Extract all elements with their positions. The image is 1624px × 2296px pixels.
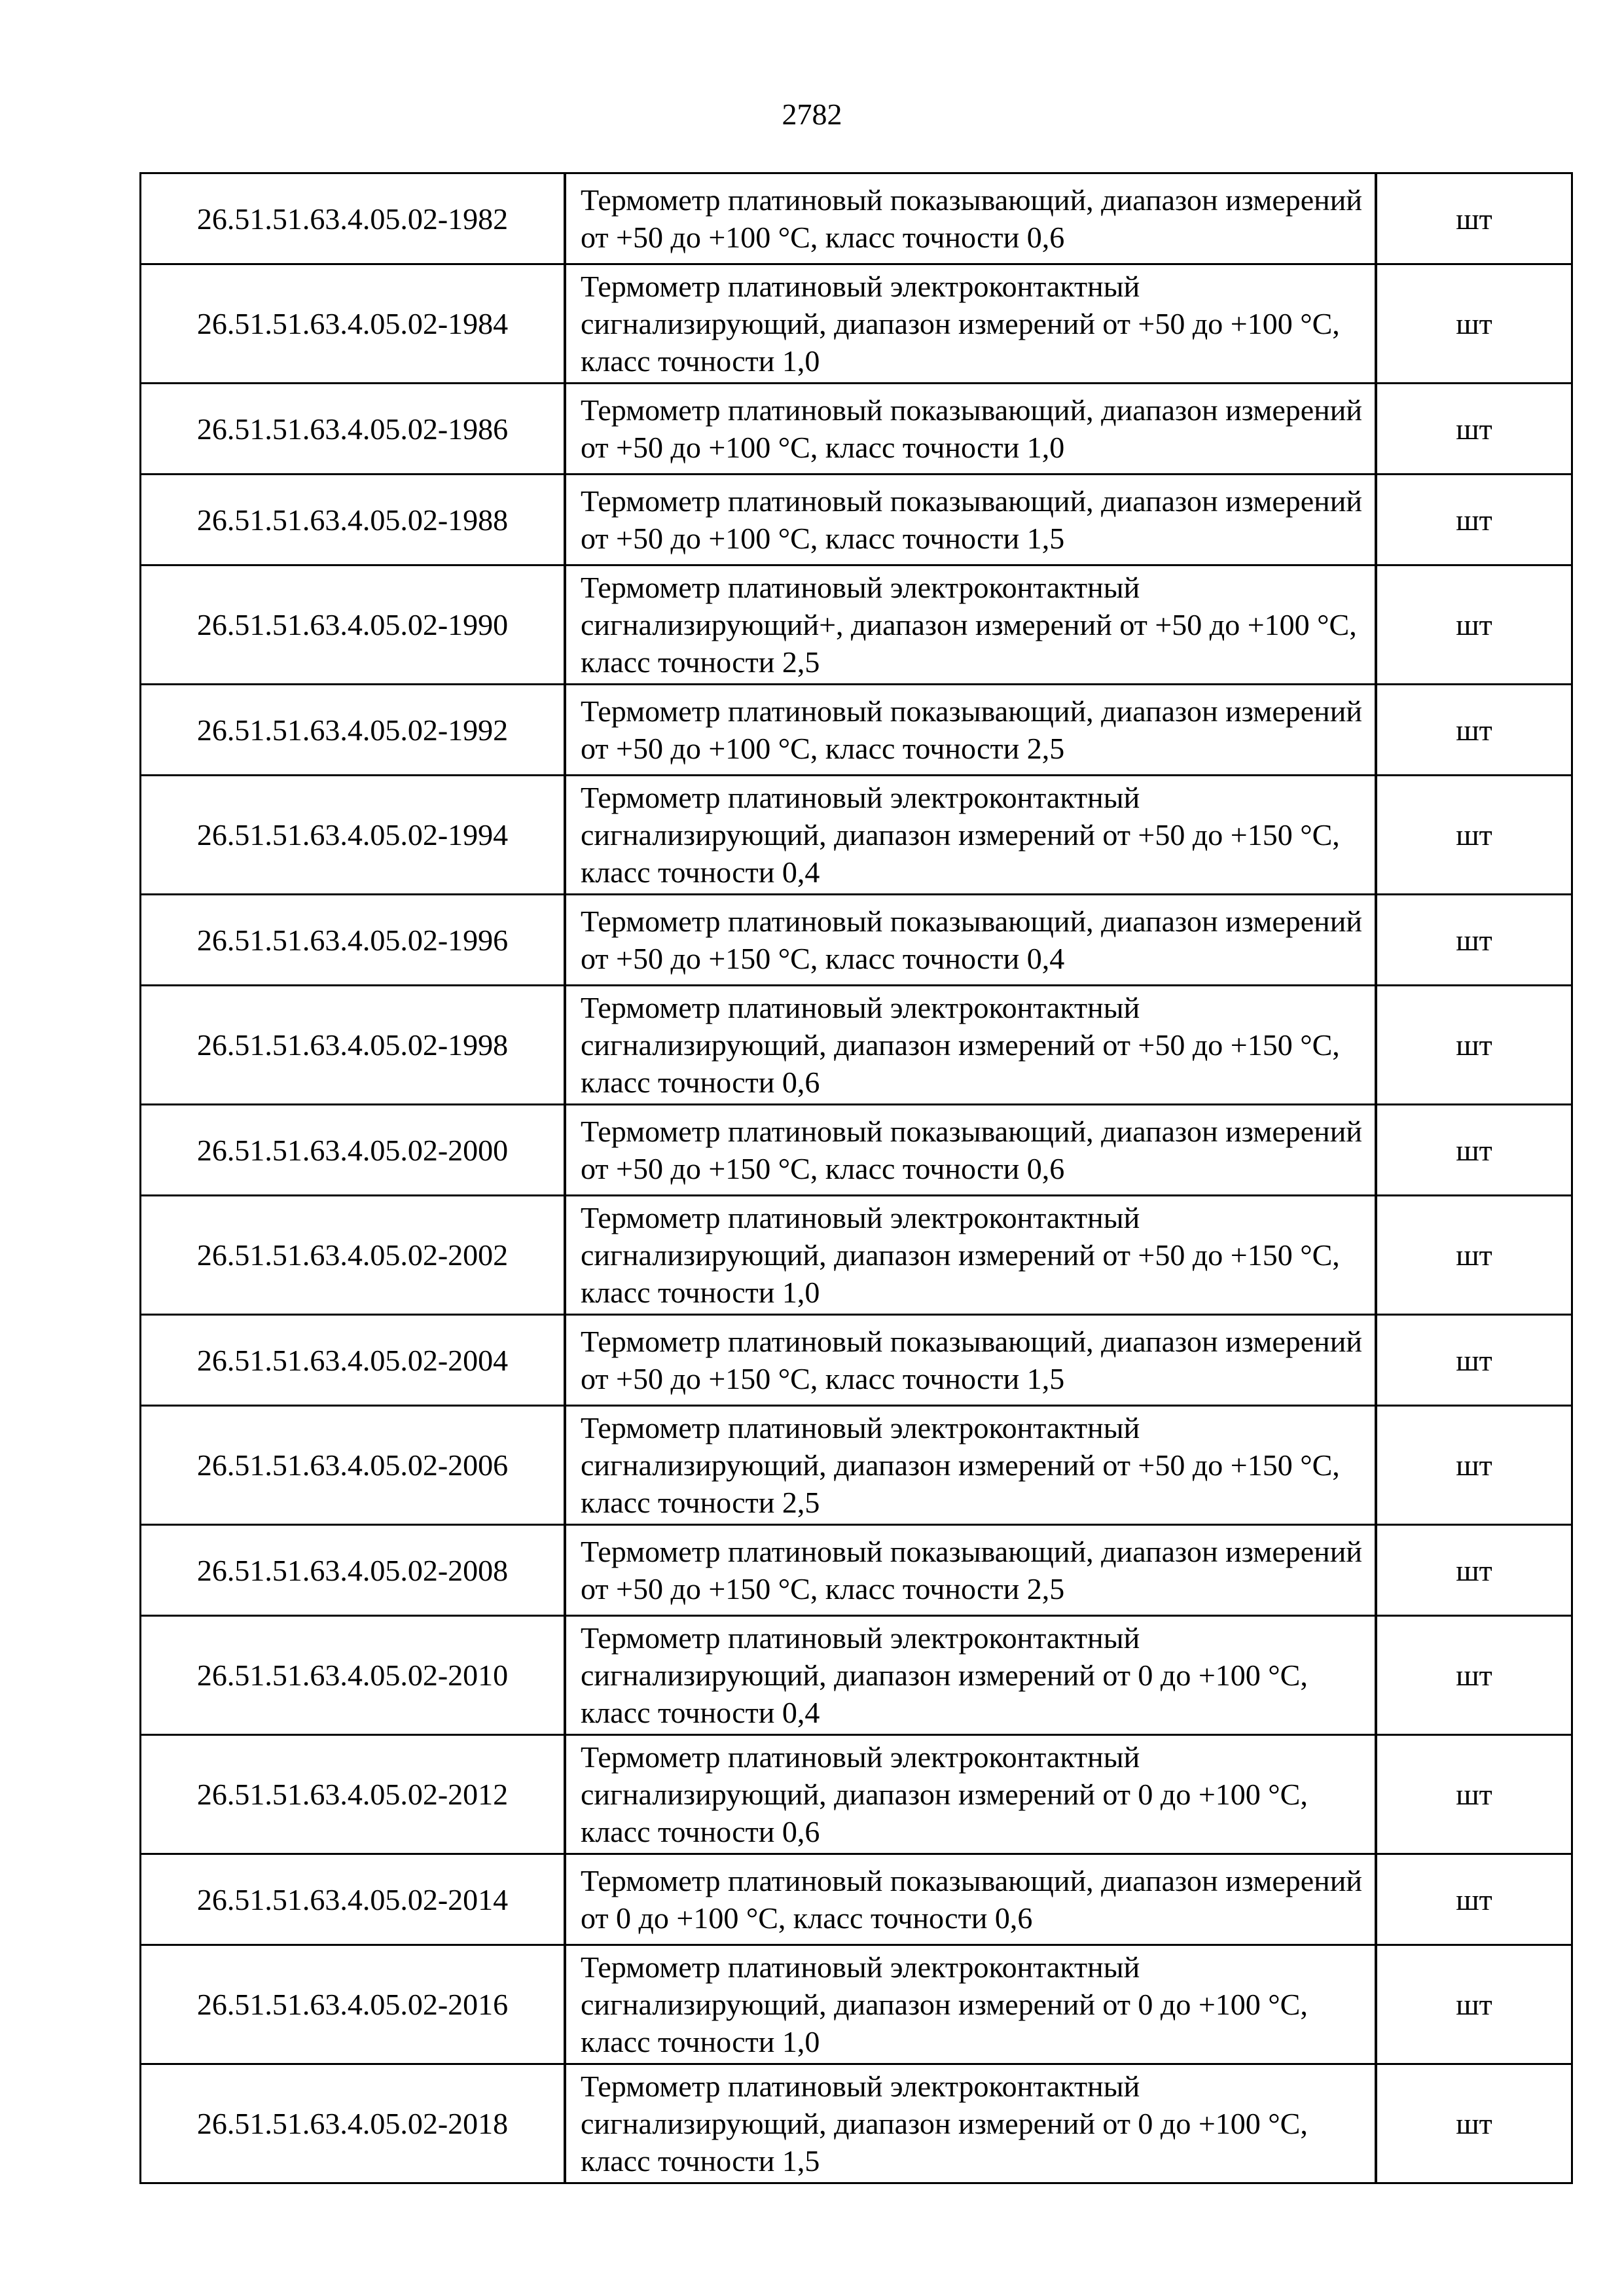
item-unit: шт <box>1376 1616 1572 1735</box>
item-description: Термометр платиновый электроконтактный сигнализирующий, диапазон измерений от 0 до +100 °С, класс точности 0,6 <box>565 1735 1376 1854</box>
table-row <box>141 384 1572 475</box>
table-row <box>141 1735 1572 1854</box>
item-code: 26.51.51.63.4.05.02-1992 <box>141 685 566 776</box>
item-unit: шт <box>1376 776 1572 895</box>
item-unit: шт <box>1376 565 1572 685</box>
item-code: 26.51.51.63.4.05.02-2014 <box>141 1854 566 1945</box>
table-row <box>141 1945 1572 2064</box>
item-description: Термометр платиновый показывающий, диапазон измерений от +50 до +100 °С, класс точности 0,6 <box>565 173 1376 264</box>
table-row <box>141 1616 1572 1735</box>
table-row <box>141 685 1572 776</box>
table-row <box>141 1196 1572 1315</box>
item-description: Термометр платиновый показывающий, диапазон измерений от +50 до +100 °С, класс точности 2,5 <box>565 685 1376 776</box>
item-description: Термометр платиновый электроконтактный сигнализирующий, диапазон измерений от +50 до +100 °С, класс точности 1,0 <box>565 264 1376 384</box>
table-row <box>141 264 1572 384</box>
item-code: 26.51.51.63.4.05.02-2018 <box>141 2064 566 2183</box>
item-code: 26.51.51.63.4.05.02-1990 <box>141 565 566 685</box>
item-code: 26.51.51.63.4.05.02-2008 <box>141 1525 566 1616</box>
item-unit: шт <box>1376 1945 1572 2064</box>
item-code: 26.51.51.63.4.05.02-1986 <box>141 384 566 475</box>
table-row <box>141 895 1572 986</box>
item-description: Термометр платиновый показывающий, диапазон измерений от +50 до +150 °С, класс точности 1,5 <box>565 1315 1376 1406</box>
table-row <box>141 565 1572 685</box>
item-unit: шт <box>1376 1735 1572 1854</box>
item-unit: шт <box>1376 1406 1572 1525</box>
item-code: 26.51.51.63.4.05.02-1998 <box>141 986 566 1105</box>
item-description: Термометр платиновый показывающий, диапазон измерений от +50 до +150 °С, класс точности 0,4 <box>565 895 1376 986</box>
item-code: 26.51.51.63.4.05.02-1982 <box>141 173 566 264</box>
table-row <box>141 1105 1572 1196</box>
catalog-table <box>139 172 1573 2184</box>
item-unit: шт <box>1376 1854 1572 1945</box>
item-unit: шт <box>1376 2064 1572 2183</box>
item-code: 26.51.51.63.4.05.02-1984 <box>141 264 566 384</box>
item-unit: шт <box>1376 173 1572 264</box>
item-description: Термометр платиновый электроконтактный сигнализирующий, диапазон измерений от 0 до +100 °С, класс точности 1,5 <box>565 2064 1376 2183</box>
item-description: Термометр платиновый показывающий, диапазон измерений от 0 до +100 °С, класс точности 0,6 <box>565 1854 1376 1945</box>
item-description: Термометр платиновый показывающий, диапазон измерений от +50 до +100 °С, класс точности 1,5 <box>565 475 1376 565</box>
item-unit: шт <box>1376 986 1572 1105</box>
item-description: Термометр платиновый электроконтактный сигнализирующий, диапазон измерений от +50 до +150 °С, класс точности 1,0 <box>565 1196 1376 1315</box>
item-code: 26.51.51.63.4.05.02-1994 <box>141 776 566 895</box>
item-code: 26.51.51.63.4.05.02-1996 <box>141 895 566 986</box>
item-unit: шт <box>1376 264 1572 384</box>
table-row <box>141 1525 1572 1616</box>
item-description: Термометр платиновый электроконтактный сигнализирующий, диапазон измерений от +50 до +150 °С, класс точности 0,6 <box>565 986 1376 1105</box>
item-code: 26.51.51.63.4.05.02-2010 <box>141 1616 566 1735</box>
item-code: 26.51.51.63.4.05.02-2016 <box>141 1945 566 2064</box>
item-unit: шт <box>1376 1315 1572 1406</box>
table-row <box>141 173 1572 264</box>
item-description: Термометр платиновый электроконтактный сигнализирующий, диапазон измерений от +50 до +150 °С, класс точности 2,5 <box>565 1406 1376 1525</box>
table-row <box>141 986 1572 1105</box>
item-unit: шт <box>1376 1525 1572 1616</box>
table-row <box>141 1315 1572 1406</box>
item-code: 26.51.51.63.4.05.02-2002 <box>141 1196 566 1315</box>
table-row <box>141 475 1572 565</box>
item-unit: шт <box>1376 895 1572 986</box>
table-row <box>141 776 1572 895</box>
item-description: Термометр платиновый показывающий, диапазон измерений от +50 до +100 °С, класс точности 1,0 <box>565 384 1376 475</box>
table-row <box>141 1854 1572 1945</box>
item-unit: шт <box>1376 384 1572 475</box>
table-row <box>141 2064 1572 2183</box>
item-description: Термометр платиновый электроконтактный сигнализирующий, диапазон измерений от +50 до +150 °С, класс точности 0,4 <box>565 776 1376 895</box>
item-description: Термометр платиновый показывающий, диапазон измерений от +50 до +150 °С, класс точности 0,6 <box>565 1105 1376 1196</box>
item-unit: шт <box>1376 685 1572 776</box>
table-row <box>141 1406 1572 1525</box>
item-code: 26.51.51.63.4.05.02-2006 <box>141 1406 566 1525</box>
item-code: 26.51.51.63.4.05.02-1988 <box>141 475 566 565</box>
item-description: Термометр платиновый показывающий, диапазон измерений от +50 до +150 °С, класс точности 2,5 <box>565 1525 1376 1616</box>
page-number: 2782 <box>782 98 842 131</box>
item-unit: шт <box>1376 475 1572 565</box>
item-code: 26.51.51.63.4.05.02-2000 <box>141 1105 566 1196</box>
item-unit: шт <box>1376 1196 1572 1315</box>
item-unit: шт <box>1376 1105 1572 1196</box>
item-code: 26.51.51.63.4.05.02-2004 <box>141 1315 566 1406</box>
item-description: Термометр платиновый электроконтактный сигнализирующий, диапазон измерений от 0 до +100 °С, класс точности 0,4 <box>565 1616 1376 1735</box>
item-code: 26.51.51.63.4.05.02-2012 <box>141 1735 566 1854</box>
item-description: Термометр платиновый электроконтактный сигнализирующий+, диапазон измерений от +50 до +100 °С, класс точности 2,5 <box>565 565 1376 685</box>
item-description: Термометр платиновый электроконтактный сигнализирующий, диапазон измерений от 0 до +100 °С, класс точности 1,0 <box>565 1945 1376 2064</box>
